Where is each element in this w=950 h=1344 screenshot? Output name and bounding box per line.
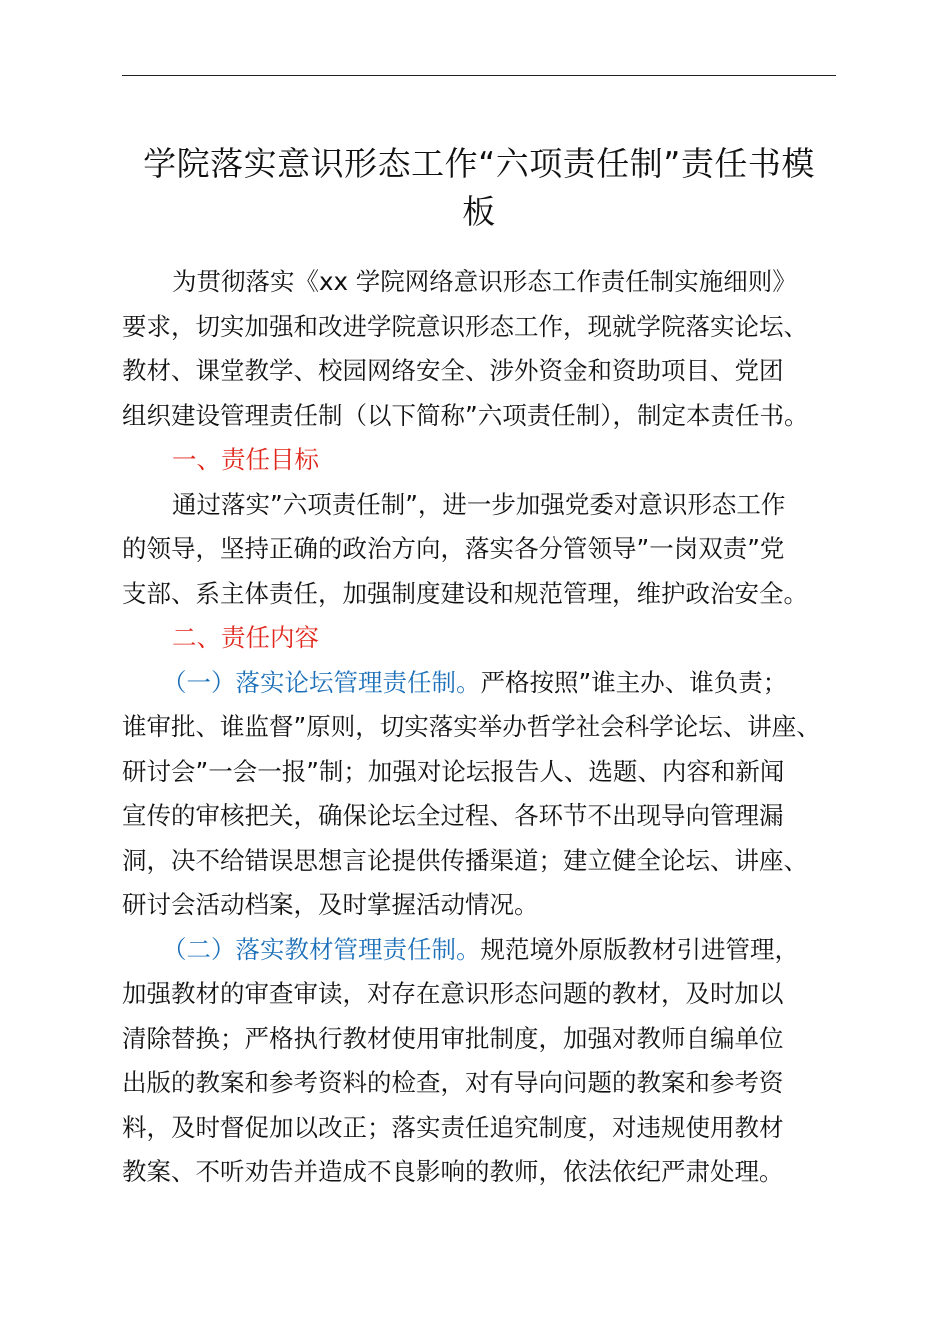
- item2-line: 出版的教案和参考资料的检查，对有导向问题的教案和参考资: [122, 1068, 784, 1097]
- intro-line: 要求，切实加强和改进学院意识形态工作，现就学院落实论坛、: [122, 311, 808, 341]
- item2-first-line: [122, 928, 840, 973]
- item2-line: 料，及时督促加以改正；落实责任追究制度，对违规使用教材: [122, 1112, 784, 1142]
- section1-line: 通过落实”六项责任制”，进一步加强党委对意识形态工作: [172, 489, 786, 519]
- item1-first-line: [122, 661, 840, 706]
- item2-line: 教案、不听劝告并造成不良影响的教师，依法依纪严肃处理。: [122, 1157, 784, 1186]
- item1-line: 洞，决不给错误思想言论提供传播渠道；建立健全论坛、讲座、: [122, 845, 808, 875]
- intro-line: 组织建设管理责任制（以下简称”六项责任制），制定本责任书。: [122, 400, 809, 430]
- section1-line: 支部、系主体责任，加强制度建设和规范管理，维护政治安全。: [122, 578, 808, 608]
- item1-line: 宣传的审核把关，确保论坛全过程、各环节不出现导向管理漏: [122, 801, 784, 830]
- section-heading-content: 二、责任内容: [172, 623, 319, 652]
- item1-line: 谁审批、谁监督”原则，切实落实举办哲学社会科学论坛、讲座、: [122, 712, 821, 741]
- header-rule: [122, 75, 836, 76]
- item1-line: 研讨会活动档案，及时掌握活动情况。: [122, 890, 539, 919]
- title-line-1: 学院落实意识形态工作“六项责任制”责任书模: [143, 144, 815, 183]
- item1-line: 研讨会”一会一报”制；加强对论坛报告人、选题、内容和新闻: [122, 756, 785, 786]
- item2-line: 清除替换；严格执行教材使用审批制度，加强对教师自编单位: [122, 1023, 784, 1053]
- item1-first-rest: 严格按照”谁主办、谁负责；: [480, 667, 788, 697]
- item2-line: 加强教材的审查审读，对存在意识形态问题的教材，及时加以: [122, 979, 784, 1008]
- title-line-2: 板: [462, 192, 496, 231]
- intro-line: 教材、课堂教学、校园网络安全、涉外资金和资助项目、党团: [122, 356, 784, 385]
- document-title: [118, 140, 840, 236]
- section-heading-goal: 一、责任目标: [172, 445, 319, 474]
- item2-first-rest: 规范境外原版教材引进管理，: [480, 934, 799, 964]
- item1-heading: （一）落实论坛管理责任制。: [162, 667, 481, 697]
- item2-heading: （二）落实教材管理责任制。: [162, 934, 481, 964]
- section1-line: 的领导，坚持正确的政治方向，落实各分管领导”一岗双责”党: [122, 534, 785, 563]
- document-body: [122, 260, 840, 1195]
- intro-line: 为贯彻落实《xx 学院网络意识形态工作责任制实施细则》: [172, 267, 797, 296]
